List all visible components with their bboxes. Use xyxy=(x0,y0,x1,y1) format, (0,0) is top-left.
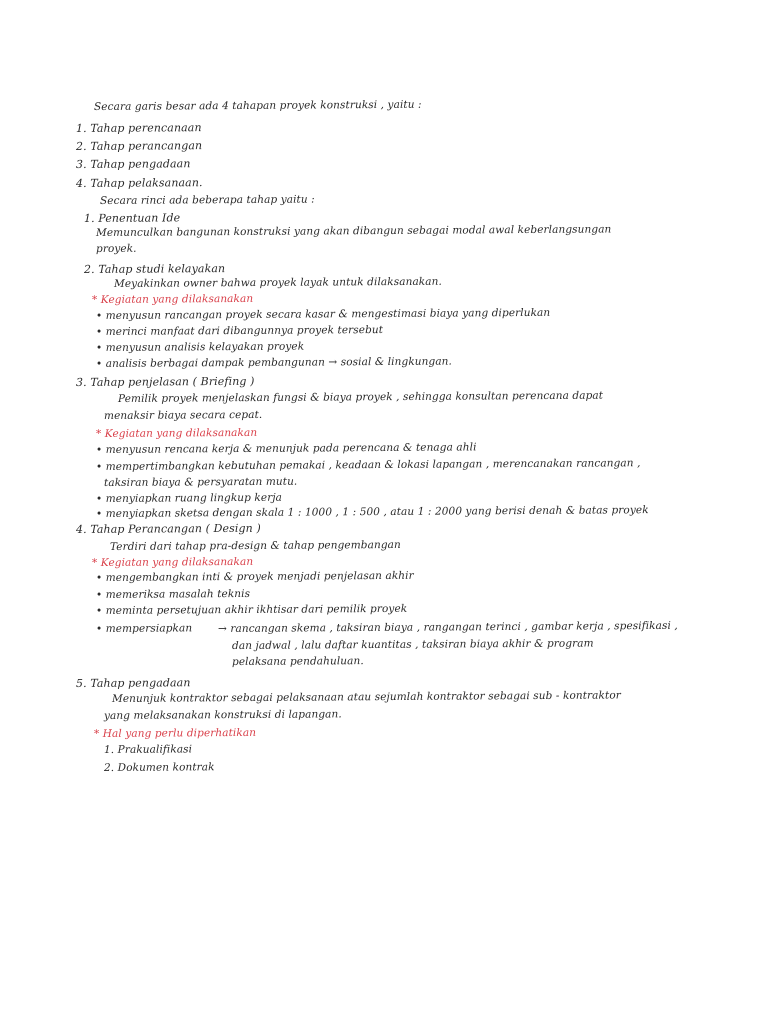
section-5-item: 2. Dokumen kontrak xyxy=(103,761,215,774)
intro-line: Secara garis besar ada 4 tahapan proyek konstruksi , yaitu : xyxy=(93,98,422,113)
section-5-item: 1. Prakualifikasi xyxy=(103,743,193,756)
section-1-desc: proyek. xyxy=(95,242,137,255)
section-2-activities-label: * Kegiatan yang dilaksanakan xyxy=(91,292,254,306)
section-4-prep-line: dan jadwal , lalu daftar kuantitas , taksiran biaya akhir & program xyxy=(231,637,594,652)
section-4-prep-line: → rancangan skema , taksiran biaya , rangangan terinci , gambar kerja , spesifikasi , xyxy=(217,619,678,635)
section-5-desc: yang melaksanakan konstruksi di lapangan. xyxy=(103,708,342,722)
section-3-item: • menyiapkan sketsa dengan skala 1 : 1000 , 1 : 500 , atau 1 : 2000 yang berisi denah & batas proyek xyxy=(95,504,649,520)
main-list-item: 1. Tahap perencanaan xyxy=(75,121,202,135)
section-3-item: • menyusun rencana kerja & menunjuk pada perencana & tenaga ahli xyxy=(95,441,477,456)
section-1-title: 1. Penentuan Ide xyxy=(83,211,181,225)
section-2-item: • analisis berbagai dampak pembangunan → sosial & lingkungan. xyxy=(95,355,453,370)
section-3-item: • menyiapkan ruang lingkup kerja xyxy=(95,491,283,505)
main-list-item: 4. Tahap pelaksanaan. xyxy=(75,176,203,190)
main-list-item: 3. Tahap pengadaan xyxy=(75,157,191,171)
section-4-item: • memeriksa masalah teknis xyxy=(95,587,251,601)
section-4-item: • mengembangkan inti & proyek menjadi penjelasan akhir xyxy=(95,569,414,584)
section-4-activities-label: * Kegiatan yang dilaksanakan xyxy=(91,555,254,569)
section-3-desc: menaksir biaya secara cepat. xyxy=(103,408,263,422)
detail-intro: Secara rinci ada beberapa tahap yaitu : xyxy=(99,193,315,207)
section-2-item: • menyusun rancangan proyek secara kasar & mengestimasi biaya yang diperlukan xyxy=(95,306,551,322)
section-1-desc: Memunculkan bangunan konstruksi yang akan dibangun sebagai modal awal keberlangsungan xyxy=(95,223,612,239)
section-5-attention-label: * Hal yang perlu diperhatikan xyxy=(93,726,257,740)
section-5-title: 5. Tahap pengadaan xyxy=(75,676,191,690)
section-4-title: 4. Tahap Perancangan ( Design ) xyxy=(75,521,261,536)
section-3-title: 3. Tahap penjelasan ( Briefing ) xyxy=(75,374,255,389)
section-2-title: 2. Tahap studi kelayakan xyxy=(83,262,226,276)
section-2-item: • menyusun analisis kelayakan proyek xyxy=(95,340,305,354)
section-4-prep-label: • mempersiapkan xyxy=(95,622,193,635)
section-4-prep-line: pelaksana pendahuluan. xyxy=(231,655,364,668)
section-3-desc: Pemilik proyek menjelaskan fungsi & biaya proyek , sehingga konsultan perencana dapat xyxy=(117,389,604,405)
section-4-item: • meminta persetujuan akhir ikhtisar dari pemilik proyek xyxy=(95,602,408,617)
section-4-desc: Terdiri dari tahap pra-design & tahap pengembangan xyxy=(109,538,401,553)
section-3-item: • mempertimbangkan kebutuhan pemakai , keadaan & lokasi lapangan , merencanakan rancangan , xyxy=(95,457,641,473)
section-5-desc: Menunjuk kontraktor sebagai pelaksanaan atau sejumlah kontraktor sebagai sub - kontraktor xyxy=(111,689,621,705)
main-list-item: 2. Tahap perancangan xyxy=(75,139,203,153)
section-2-desc: Meyakinkan owner bahwa proyek layak untuk dilaksanakan. xyxy=(113,275,442,290)
section-3-item: taksiran biaya & persyaratan mutu. xyxy=(103,475,298,489)
section-2-item: • merinci manfaat dari dibangunnya proyek tersebut xyxy=(95,323,384,338)
section-3-activities-label: * Kegiatan yang dilaksanakan xyxy=(95,426,258,440)
